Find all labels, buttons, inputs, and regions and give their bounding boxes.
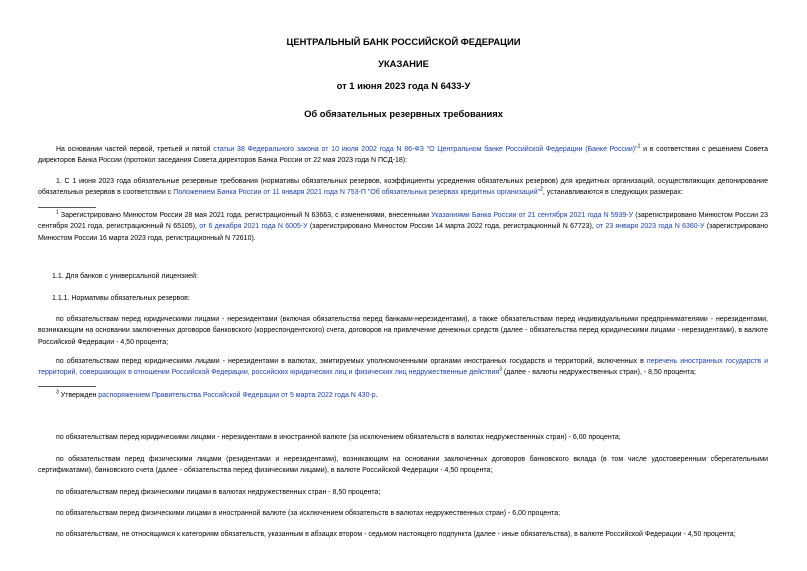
reserve-item-individuals-rub: по обязательствам перед физическими лицами (резидентами и нерезидентами), возникающим на основании заключенных договоров банковского вклада (в том числе удостоверенным сберегательными сертификатами), банковского счета (далее - обязательства перед физическими лицами), в валюте Российской Федерации - 4,50 процента;	[38, 456, 768, 475]
document-date-number: от 1 июня 2023 года N 6433-У	[336, 80, 471, 91]
law-article-link[interactable]: статьи 38 Федерального закона от 10 июля 2002 года N 86-ФЗ "О Центральном банке Российской Федерации (Банке России)"	[213, 146, 638, 153]
footnote-ref[interactable]: 1	[637, 143, 641, 150]
reserve-item-individuals-fx: по обязательствам перед физическими лицами в иностранной валюте (за исключением обязательств в валютах недружественных стран) - 6,00 процента;	[56, 510, 561, 517]
reserve-item-legal-unfriendly	[38, 356, 768, 379]
footnote-text: (зарегистрировано Минюстом России 14 марта 2022 года, регистрационный N 67723),	[307, 223, 597, 231]
footnote-text: (зарегистрировано Минюстом России 16 марта 2023 года, регистрационный N 72610).	[38, 223, 769, 242]
government-order-link[interactable]: распоряжением Правительства Российской Федерации от 5 марта 2022 года N 430-р	[98, 392, 376, 399]
footnote-divider	[38, 207, 96, 208]
subsection-1-1: 1.1. Для банков с универсальной лицензией:	[52, 273, 198, 280]
reserve-item-individuals-unfriendly: по обязательствам перед физическими лицами в валютах недружественных стран - 8,50 процента;	[56, 489, 381, 496]
paragraph-text: , устанавливаются в следующих размерах:	[542, 189, 683, 197]
footnote-text: (зарегистрировано Минюстом России 23 сентября 2021 года, регистрационный N 65105),	[38, 212, 768, 231]
reserve-item-legal-rub: по обязательствам перед юридическими лицами - нерезидентами (включая обязательства перед банками-нерезидентами), а также обязательствам перед индивидуальными предпринимателями - нерезидентами, возникающим на основании заключенных договоров банковского (корреспондентского) счета, договоров на привлечение денежных средств (далее - обязательства перед юридическими лицами - нерезидентами), в валюте Российской Федерации - 4,50 процента;	[38, 316, 768, 346]
footnote-3	[38, 390, 768, 401]
directive-link-1[interactable]: Указаниями Банка России от 21 сентября 2021 года N 5939-У	[431, 212, 634, 219]
preamble-text: На основании частей первой, третьей и пятой	[56, 146, 214, 153]
regulation-link[interactable]: Положением Банка России от 11 января 2021 года N 753-П "Об обязательных резервах кредитных организаций"	[173, 189, 541, 197]
unfriendly-states-list-link[interactable]: перечень иностранных государств и территорий, совершающих в отношении Российской Федерации, российских юридических лиц и физических лиц недружественные действия	[38, 358, 768, 377]
item-text: (далее - валюты недружественных стран), - 8,50 процента;	[501, 369, 696, 377]
reserve-item-legal-fx: по обязательствам перед юридическими лицами - нерезидентами в иностранной валюте (за исключением обязательств в валютах недружественных стран) - 6,00 процента;	[56, 434, 621, 441]
reserve-item-other: по обязательствам, не относящимся к категориям обязательств, указанным в абзацах втором - седьмом настоящего подпункта (далее - иные обязательства), в валюте Российской Федерации - 4,50 процента;	[56, 531, 736, 538]
paragraph-text: 1. С 1 июня 2023 года обязательные резервные требования (нормативы обязательных резервов, коэффициенты усреднения обязательных резервов) для кредитных организаций, осуществляющих депонирование обязательных резервов в соответствии с	[38, 178, 768, 197]
document-type: УКАЗАНИЕ	[378, 58, 429, 69]
directive-link-3[interactable]: от 23 января 2023 года N 6360-У	[596, 223, 705, 231]
item-text: по обязательствам перед юридическими лицами - нерезидентами в валютах, эмитируемых уполномоченными органами иностранных государств и территорий, включенных в	[56, 358, 647, 365]
preamble-text: и в соответствии с решением Совета директоров Банка России (протокол заседания Совета директоров Банка России от 22 мая 2023 года N ПСД-18):	[38, 146, 768, 165]
footnote-mark: 3	[56, 389, 59, 396]
document-title: Об обязательных резервных требованиях	[304, 108, 503, 119]
footnote-1	[38, 210, 768, 244]
paragraph-1	[38, 176, 768, 199]
footnote-divider	[38, 386, 96, 387]
footnote-ref[interactable]: 2	[540, 187, 543, 194]
directive-link-2[interactable]: от 6 декабря 2021 года N 6005-У	[199, 223, 308, 231]
footnote-mark: 1	[56, 209, 59, 216]
footnote-text: .	[375, 392, 378, 399]
footnote-ref[interactable]: 3	[499, 367, 502, 374]
subsection-1-1-1: 1.1.1. Нормативы обязательных резервов:	[52, 295, 190, 302]
preamble-paragraph	[38, 144, 768, 167]
issuer-heading: ЦЕНТРАЛЬНЫЙ БАНК РОССИЙСКОЙ ФЕДЕРАЦИИ	[286, 36, 521, 47]
footnote-text: Зарегистрировано Минюстом России 28 мая 2021 года, регистрационный N 63663, с изменениями, внесенными	[58, 212, 432, 219]
footnote-text: Утвержден	[58, 392, 99, 399]
